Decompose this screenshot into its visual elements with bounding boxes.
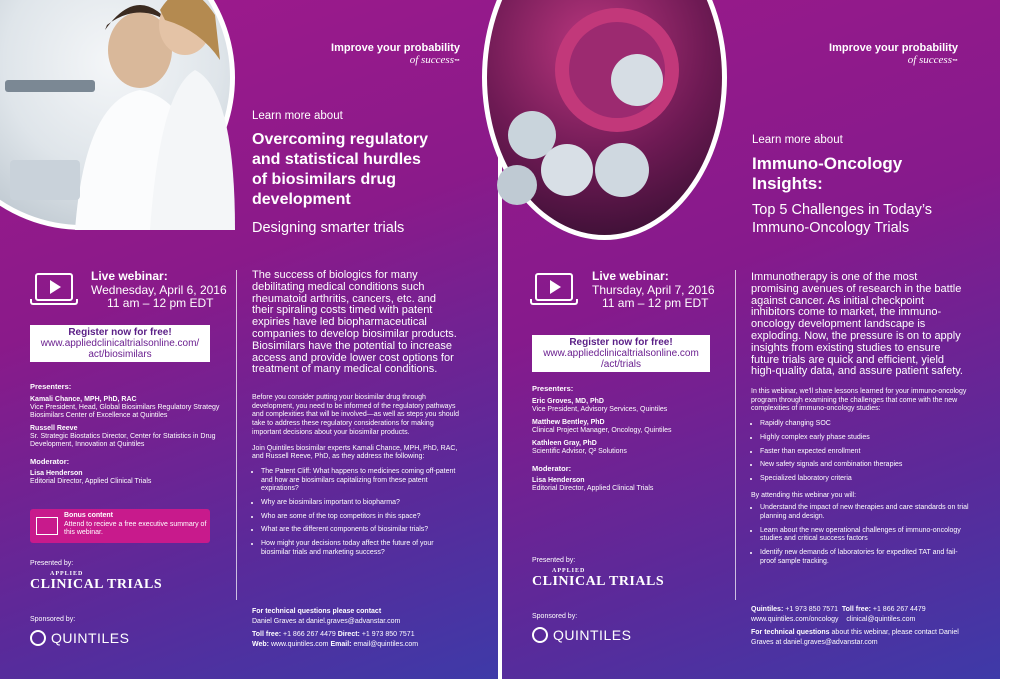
direct-number: +1 973 850 7571 xyxy=(361,631,415,638)
tagline-text: Improve your probability xyxy=(829,42,958,54)
moderator-role: Editorial Director, Applied Clinical Trials xyxy=(532,485,654,492)
quintiles-name: QUINTILES xyxy=(553,627,632,643)
challenge-list xyxy=(751,420,969,484)
presenters-section xyxy=(532,380,722,493)
tech-contact[interactable]: Daniel Graves at daniel.graves@advanstar.com xyxy=(252,617,401,625)
subheadline-line: Immuno-Oncology Trials xyxy=(752,220,910,236)
webinar-screen-icon xyxy=(35,273,73,301)
column-divider xyxy=(735,270,736,600)
direct-label: Direct: xyxy=(337,631,360,638)
presenter xyxy=(532,398,722,414)
presenter xyxy=(532,440,722,456)
webinar-title: Live webinar: xyxy=(592,269,669,283)
moderator-name: Lisa Henderson xyxy=(532,477,585,484)
subheadline xyxy=(752,201,932,237)
register-url-path[interactable]: act/biosimilars xyxy=(88,349,152,360)
register-label: Register now for free! xyxy=(569,337,673,348)
web-line xyxy=(751,615,973,625)
webinar-date: Wednesday, April 6, 2016 xyxy=(91,282,227,297)
learn-more: Learn more about xyxy=(252,110,343,122)
presenter-name: Russell Reeve xyxy=(30,425,78,432)
scientists-photo xyxy=(0,0,235,230)
contact-info xyxy=(252,607,472,649)
tagline-sub: of success xyxy=(409,54,454,66)
outcome-list xyxy=(751,504,969,566)
body-column xyxy=(252,394,464,563)
web-label: Web: xyxy=(252,640,269,648)
presenter-role: Sr. Strategic Biostatics Director, Center for Statistics in Drug Development, Innovation at Quintiles xyxy=(30,433,216,448)
phone-line xyxy=(751,605,973,615)
topic-item: • Who are some of the top competitors in this space? xyxy=(261,513,464,522)
document-icon xyxy=(36,517,58,535)
web-link[interactable]: www.quintiles.com/oncology xyxy=(751,615,839,623)
quintiles-circle-icon xyxy=(532,627,548,643)
topic-item: • Why are biosimilars important to biopharma? xyxy=(261,499,464,508)
email-label: Email: xyxy=(330,640,352,648)
quintiles-phone: +1 973 850 7571 xyxy=(785,606,838,613)
quintiles-label: Quintiles: xyxy=(751,606,784,613)
presenter xyxy=(30,396,220,420)
webinar-screen-icon xyxy=(535,273,573,301)
headline-line: Overcoming regulatory xyxy=(252,131,429,148)
web-link[interactable]: www.quintiles.com xyxy=(270,640,329,648)
paragraph: By attending this webinar you will: xyxy=(751,491,857,499)
bonus-description: Attend to recieve a free executive summary of this webinar. xyxy=(64,520,207,536)
topic-item: • What are the different components of biosimilar trials? xyxy=(261,526,464,535)
outcome-item: • Identify new demands of laboratories for expedited TAT and fail-proof sample tracking. xyxy=(760,549,969,566)
quintiles-name: QUINTILES xyxy=(51,630,130,646)
outcome-item: • Learn about the new operational challenges of immuno-oncology studies and critical success factors xyxy=(760,527,969,544)
webinar-time: 11 am – 12 pm EDT xyxy=(107,296,214,310)
applied-clinical-trials-logo xyxy=(532,568,664,590)
tagline-sub: of success xyxy=(907,54,952,66)
challenge-item: • Rapidly changing SOC xyxy=(760,420,969,429)
subheadline: Designing smarter trials xyxy=(252,220,405,236)
headline-line: Insights: xyxy=(752,174,823,193)
moderator xyxy=(30,470,220,486)
webinar-laptop-base-icon xyxy=(30,299,78,305)
tech-text: about this webinar, please contact Daniel Graves at daniel.graves@advanstar.com xyxy=(751,629,959,646)
presenter-name: Eric Groves, MD, PhD xyxy=(532,398,604,405)
body-column xyxy=(751,388,969,572)
quintiles-logo xyxy=(30,630,129,646)
outcome-item: • Understand the impact of new therapies and care standards on trial planning and design. xyxy=(760,504,969,521)
challenge-item: • Highly complex early phase studies xyxy=(760,434,969,443)
headline-line: and statistical hurdles xyxy=(252,151,421,168)
learn-more: Learn more about xyxy=(752,134,843,146)
bonus-content-box xyxy=(30,509,210,543)
paragraph: Before you consider putting your biosimilar drug through development, you need to be informed of the regulatory pathways and complexities that will be involved—as well as steps you should take to address these regulatory considerations for making important decisions about your biosimilar products. xyxy=(252,394,459,436)
webinar-time: 11 am – 12 pm EDT xyxy=(602,296,709,310)
tollfree-label: Toll free: xyxy=(841,606,871,613)
presenter-role: Clinical Project Manager, Oncology, Quintiles xyxy=(532,427,672,434)
headline xyxy=(252,130,492,210)
tollfree-number: +1 866 267 4479 xyxy=(283,631,336,638)
topic-item: • The Patent Cliff: What happens to medicines coming off-patent and how are biosimilars capitalizing from these patent expirations? xyxy=(261,468,464,494)
paragraph: Join Quintiles biosimilar experts Kamali Chance, MPH, PhD, RAC, and Russell Reeve, PhD, as they address the following: xyxy=(252,444,458,461)
tollfree-label: Toll free: xyxy=(252,631,282,638)
headline-line: development xyxy=(252,191,351,208)
webinar-title: Live webinar: xyxy=(91,269,168,283)
left-flyer xyxy=(0,0,498,679)
column-divider xyxy=(236,270,237,600)
register-url[interactable]: www.appliedclinicaltrialsonline.com/ xyxy=(40,338,200,349)
web-line xyxy=(252,640,472,650)
webinar-laptop-base-icon xyxy=(530,299,578,305)
quintiles-logo xyxy=(532,627,631,643)
immune-cells-illustration xyxy=(487,0,722,235)
moderator xyxy=(532,477,722,493)
presenter-role: Scientific Advisor, Q² Solutions xyxy=(532,448,627,455)
register-url[interactable]: www.appliedclinicaltrialsonline.com xyxy=(543,348,699,359)
challenge-item: • Faster than expected enrollment xyxy=(760,448,969,457)
immune-cells-photo xyxy=(482,0,727,240)
presenter-role: Vice President, Advisory Services, Quintiles xyxy=(532,406,668,413)
paragraph: In this webinar, we'll share lessons learned for your immuno-oncology program through examining the challenges that come with the new complexities of immuno-oncology studies: xyxy=(751,388,967,413)
register-label: Register now for free! xyxy=(68,327,172,338)
presenter xyxy=(532,419,722,435)
tech-label: For technical questions xyxy=(751,629,830,636)
subheadline-line: Top 5 Challenges in Today’s xyxy=(752,202,933,218)
logo-name: CLINICAL TRIALS xyxy=(30,577,163,592)
presenters-label: Presenters: xyxy=(30,382,72,391)
presenters-label: Presenters: xyxy=(532,384,574,393)
headline xyxy=(752,154,902,194)
right-flyer xyxy=(502,0,1014,679)
webinar-info xyxy=(91,270,227,311)
tech-line xyxy=(751,628,973,647)
sponsored-by: Sponsored by: xyxy=(532,613,578,620)
presenters-section xyxy=(30,378,220,486)
webinar-date: Thursday, April 7, 2016 xyxy=(592,282,715,297)
email-link[interactable]: email@quintiles.com xyxy=(353,640,419,648)
topic-item: • How might your decisions today affect the future of your biosimilar trials and marketing success? xyxy=(261,540,464,557)
webinar-info xyxy=(592,270,715,311)
logo-top: APPLIED xyxy=(50,571,84,577)
sponsored-by: Sponsored by: xyxy=(30,616,76,623)
logo-name: CLINICAL TRIALS xyxy=(532,574,665,589)
moderator-label: Moderator: xyxy=(30,457,70,466)
phone-line xyxy=(252,630,472,640)
logo-top: APPLIED xyxy=(552,568,586,574)
presenter xyxy=(30,425,220,449)
intro-text: Immunotherapy is one of the most promising avenues of research in the battle against cancer. As initial checkpoint inhibitors come to market, the immuno-oncology development landscape is exploding. Now, the pressure is on to apply insights from existing studies to ensure future trials are quick and efficient, yield high-quality data, and assure patient safety. xyxy=(751,271,963,378)
challenge-item: • New safety signals and combination therapies xyxy=(760,461,969,470)
moderator-name: Lisa Henderson xyxy=(30,470,83,477)
trademark: ™ xyxy=(952,59,958,65)
register-box[interactable] xyxy=(30,325,210,362)
trademark: ™ xyxy=(454,59,460,65)
moderator-label: Moderator: xyxy=(532,464,572,473)
applied-clinical-trials-logo xyxy=(30,571,162,593)
tech-label: For technical questions please contact xyxy=(252,608,382,615)
bonus-title: Bonus content xyxy=(64,512,113,519)
presenter-name: Kathleen Gray, PhD xyxy=(532,440,597,447)
presented-by: Presented by: xyxy=(532,557,576,564)
challenge-item: • Specialized laboratory criteria xyxy=(760,475,969,484)
bonus-text xyxy=(64,512,210,538)
headline-line: Immuno-Oncology xyxy=(752,154,903,173)
copyright: Copyright © 2016 Quintiles xyxy=(1008,560,1014,626)
tollfree-number: +1 866 267 4479 xyxy=(872,606,926,613)
moderator-role: Editorial Director, Applied Clinical Trials xyxy=(30,478,152,485)
presenter-name: Matthew Bentley, PhD xyxy=(532,419,605,426)
headline-line: of biosimilars drug xyxy=(252,171,397,188)
register-url-path[interactable]: /act/trials xyxy=(600,359,641,370)
intro-text: The success of biologics for many debilitating medical conditions such rheumatoid arthritis, cancers, etc. and their spiraling costs timed with patent expiries have led biopharmaceutical companies to develop biosimilar products. Biosimilars have the potential to increase access and provide lower cost options for treatment of many medical conditions. xyxy=(252,269,457,376)
contact-info xyxy=(751,605,973,647)
quintiles-circle-icon xyxy=(30,630,46,646)
presenter-name: Kamali Chance, MPH, PhD, RAC xyxy=(30,396,137,403)
scientists-illustration xyxy=(0,0,230,225)
topic-list xyxy=(252,468,464,558)
tagline xyxy=(300,42,460,68)
presented-by: Presented by: xyxy=(30,560,74,567)
tagline xyxy=(798,42,958,68)
email-link[interactable]: clinical@quintiles.com xyxy=(846,615,916,623)
tagline-text: Improve your probability xyxy=(331,42,460,54)
register-box[interactable] xyxy=(532,335,710,372)
presenter-role: Vice President, Head, Global Biosimilars Regulatory Strategy Biosimilars Center of Excellence at Quintiles xyxy=(30,404,220,419)
